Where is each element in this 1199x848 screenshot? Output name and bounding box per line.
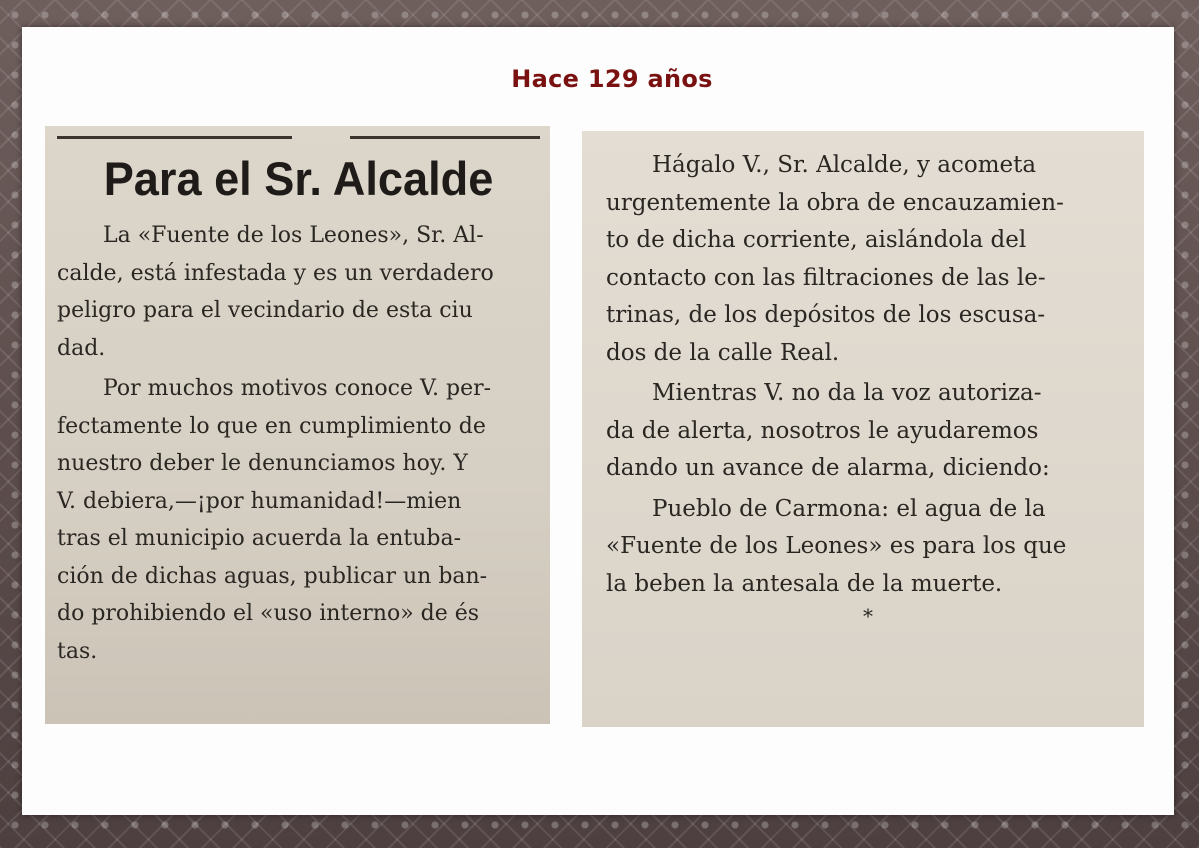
slide-card xyxy=(22,27,1174,815)
column-top-rules xyxy=(57,136,540,139)
column-rule xyxy=(350,136,540,139)
column-rule xyxy=(57,136,292,139)
article-paragraph: La «Fuente de los Leones», Sr. Al- calde, está infestada y es un verdadero peligro para el vecindario de esta ciu dad. xyxy=(57,223,494,361)
newspaper-clipping-left xyxy=(45,126,550,724)
article-paragraph: Mientras V. no da la voz autoriza- da de alerta, nosotros le ayudaremos dando un avance de alarma, diciendo: xyxy=(606,380,1050,481)
newspaper-clipping-right xyxy=(582,131,1144,727)
article-paragraph: Hágalo V., Sr. Alcalde, y acometa urgentemente la obra de encauzamien- to de dicha corriente, aislándola del contacto con las filtraciones de las le- trinas, de los depósitos de los escusa- dos de la calle Real. xyxy=(606,152,1064,366)
article-title: Para el Sr. Alcalde xyxy=(103,152,494,205)
article-paragraph: Pueblo de Carmona: el agua de la «Fuente de los Leones» es para los que la beben la antesala de la muerte. xyxy=(606,495,1067,597)
slide-headline: Hace 129 años xyxy=(511,65,713,93)
end-ornament: * xyxy=(863,604,873,628)
article-paragraph: Por muchos motivos conoce V. per- fectamente lo que en cumplimiento de nuestro deber le denunciamos hoy. Y V. debiera,—¡por humanidad!—mien tras el municipio acuerda la entuba- ción de dichas aguas, publicar un ban- do prohibiendo el «uso interno» de és tas. xyxy=(57,376,492,664)
